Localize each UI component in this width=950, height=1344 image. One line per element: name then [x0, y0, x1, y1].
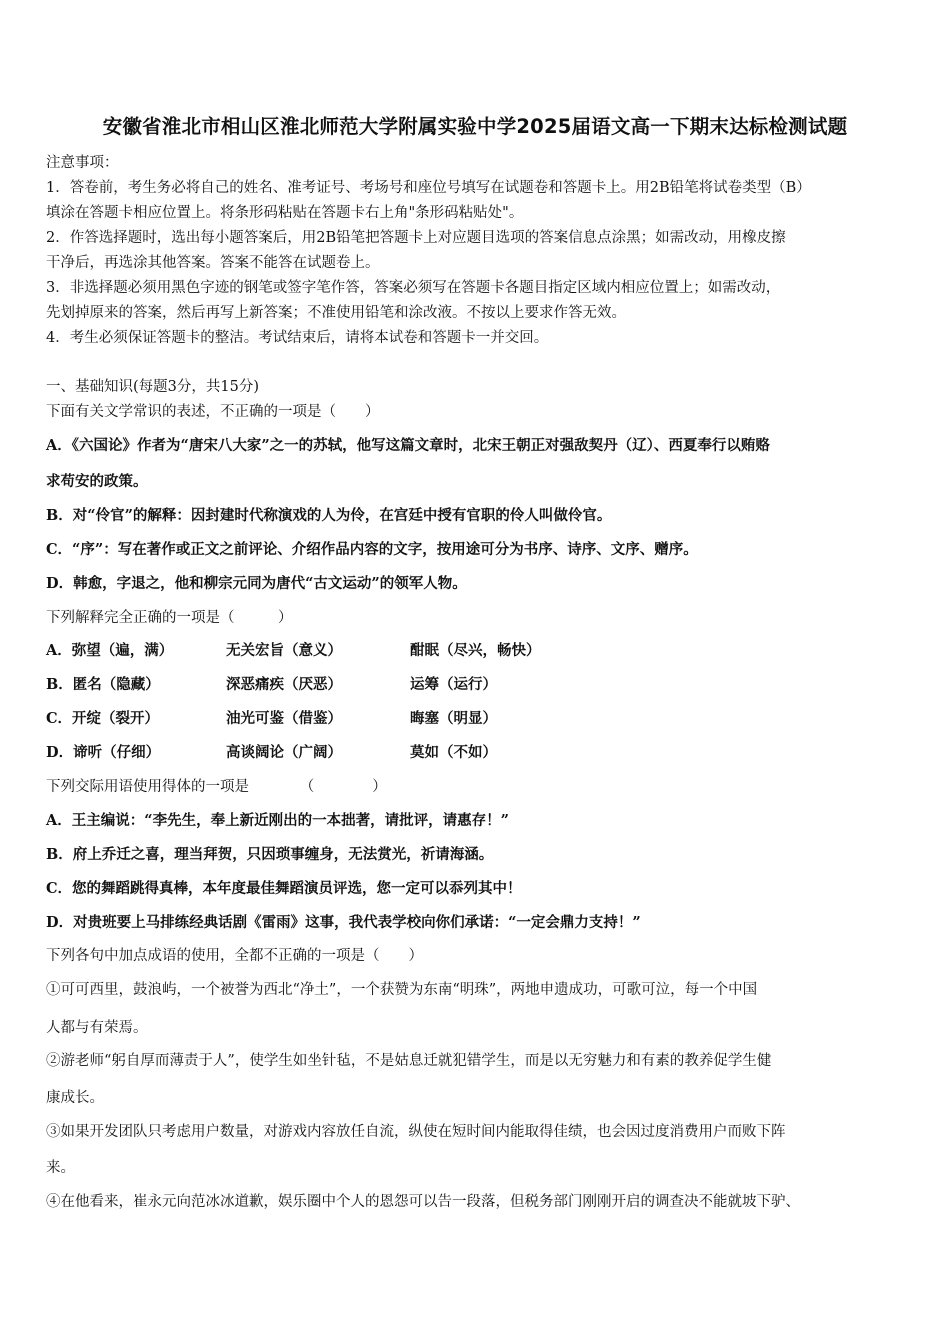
notice-line: 干净后，再选涂其他答案。答案不能答在试题卷上。: [46, 255, 380, 271]
option-cell: A．弥望（遍，满）: [46, 642, 174, 659]
question-2-option-b: [46, 675, 497, 695]
question-4-stem: 下列各句中加点成语的使用，全都不正确的一项是（ ）: [46, 948, 423, 964]
option-cell: D．谛听（仔细）: [46, 744, 161, 761]
question-1-option-a: A．《六国论》作者为“唐宋八大家”之一的苏轼，他写这篇文章时，北宋王朝正对强敌契丹（辽）、西夏奉行以贿赂: [46, 437, 770, 454]
option-cell: 运筹（运行）: [410, 676, 497, 693]
option-cell: 酣眠（尽兴，畅快）: [410, 642, 541, 659]
question-4-sentence-1-cont: 人都与有荣焉。: [46, 1020, 148, 1036]
section-heading: 一、基础知识(每题3分，共15分): [46, 379, 259, 395]
notice-line: 4．考生必须保证答题卡的整洁。考试结束后，请将本试卷和答题卡一并交回。: [46, 330, 549, 346]
notice-heading: 注意事项：: [46, 155, 119, 171]
question-4-sentence-3: ③如果开发团队只考虑用户数量，对游戏内容放任自流，纵使在短时间内能取得佳绩，也会因过度消费用户而败下阵: [46, 1124, 786, 1140]
option-cell: 晦塞（明显）: [410, 710, 497, 727]
question-3-stem: 下列交际用语使用得体的一项是 （ ）: [46, 779, 387, 795]
option-cell: 深恶痛疾（厌恶）: [226, 676, 342, 693]
question-4-sentence-1: ①可可西里，鼓浪屿，一个被誉为西北“净土”，一个获赞为东南“明珠”，两地申遗成功，可歌可泣，每一个中国: [46, 982, 758, 998]
option-cell: B．匿名（隐藏）: [46, 676, 160, 693]
question-2-stem: 下列解释完全正确的一项是（ ）: [46, 610, 293, 626]
question-4-sentence-2-cont: 康成长。: [46, 1090, 104, 1106]
question-2-option-a: [46, 641, 541, 661]
question-4-sentence-2: ②游老师“躬自厚而薄责于人”，使学生如坐针毡，不是姑息迁就犯错学生，而是以无穷魅力和有素的教养促学生健: [46, 1053, 772, 1069]
notice-line: 2．作答选择题时，选出每小题答案后，用2B铅笔把答题卡上对应题目选项的答案信息点涂黑；如需改动，用橡皮擦: [46, 230, 786, 246]
question-1-stem: 下面有关文学常识的表述，不正确的一项是（ ）: [46, 404, 380, 420]
question-3-option-d: D．对贵班要上马排练经典话剧《雷雨》这事，我代表学校向你们承诺：“一定会鼎力支持！”: [46, 914, 641, 931]
option-cell: 无关宏旨（意义）: [226, 642, 342, 659]
question-2-option-c: [46, 709, 497, 729]
option-cell: C．开绽（裂开）: [46, 710, 160, 727]
question-1-option-d: D．韩愈，字退之，他和柳宗元同为唐代“古文运动”的领军人物。: [46, 575, 467, 592]
notice-line: 先划掉原来的答案，然后再写上新答案；不准使用铅笔和涂改液。不按以上要求作答无效。: [46, 305, 626, 321]
question-1-option-c: C．“序”：写在著作或正文之前评论、介绍作品内容的文字，按用途可分为书序、诗序、文序、赠序。: [46, 541, 698, 558]
notice-line: 填涂在答题卡相应位置上。将条形码粘贴在答题卡右上角"条形码粘贴处"。: [46, 205, 524, 221]
question-3-option-a: A．王主编说：“李先生，奉上新近刚出的一本拙著，请批评，请惠存！”: [46, 812, 509, 829]
notice-line: 1．答卷前，考生务必将自己的姓名、准考证号、考场号和座位号填写在试题卷和答题卡上。用2B铅笔将试卷类型（B）: [46, 180, 811, 196]
question-1-option-a-cont: 求苟安的政策。: [46, 473, 148, 490]
option-cell: 莫如（不如）: [410, 744, 497, 761]
option-cell: 油光可鉴（借鉴）: [226, 710, 342, 727]
question-1-option-b: B．对“伶官”的解释：因封建时代称演戏的人为伶，在宫廷中授有官职的伶人叫做伶官。: [46, 507, 612, 524]
question-2-option-d: [46, 743, 497, 763]
option-cell: 高谈阔论（广阔）: [226, 744, 342, 761]
question-3-option-b: B．府上乔迁之喜，理当拜贺，只因琐事缠身，无法赏光，祈请海涵。: [46, 846, 494, 863]
question-3-option-c: C．您的舞蹈跳得真棒，本年度最佳舞蹈演员评选，您一定可以忝列其中！: [46, 880, 522, 897]
page-title: 安徽省淮北市相山区淮北师范大学附属实验中学2025届语文高一下期末达标检测试题: [102, 115, 848, 138]
question-4-sentence-4: ④在他看来，崔永元向范冰冰道歉，娱乐圈中个人的恩怨可以告一段落，但税务部门刚刚开启的调查决不能就坡下驴、: [46, 1194, 800, 1210]
question-4-sentence-3-cont: 来。: [46, 1160, 75, 1176]
notice-line: 3．非选择题必须用黑色字迹的钢笔或签字笔作答，答案必须写在答题卡各题目指定区域内相应位置上；如需改动，: [46, 280, 781, 296]
